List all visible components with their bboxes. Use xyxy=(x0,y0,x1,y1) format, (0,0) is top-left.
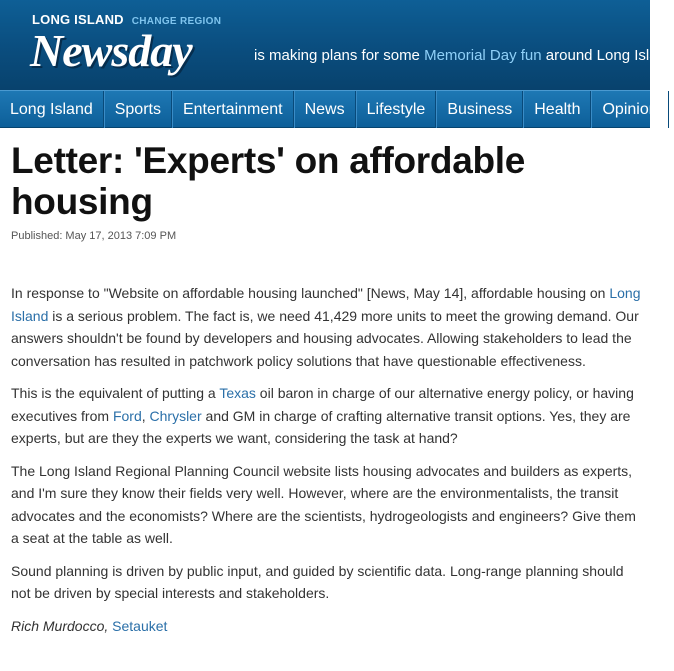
change-region-link[interactable]: CHANGE REGION xyxy=(131,16,222,27)
nav-item-lifestyle[interactable]: Lifestyle xyxy=(356,91,437,128)
nav-item-news[interactable]: News xyxy=(294,91,356,128)
signature-separator: , xyxy=(104,617,113,634)
nav-item-long-island[interactable]: Long Island xyxy=(0,91,104,128)
newsday-logo[interactable]: Newsday xyxy=(30,25,192,76)
paragraph-2 xyxy=(11,382,641,450)
long-island-link[interactable]: Long Island xyxy=(11,285,641,324)
region-name: LONG ISLAND xyxy=(32,12,124,27)
nav-item-health[interactable]: Health xyxy=(523,91,591,128)
setauket-link[interactable]: Setauket xyxy=(112,617,168,634)
promo-banner xyxy=(254,47,674,65)
signature xyxy=(11,615,641,638)
promo-text: is making plans for some xyxy=(254,47,420,64)
p2-text-c: , xyxy=(141,407,150,424)
texas-link[interactable]: Texas xyxy=(219,385,256,401)
promo-tail: around Long Island xyxy=(545,47,674,64)
nav-item-business[interactable]: Business xyxy=(436,91,523,128)
nav-item-entertainment[interactable]: Entertainment xyxy=(172,91,294,128)
nav-item-opinion[interactable]: Opinion xyxy=(591,91,668,128)
ford-link[interactable]: Ford xyxy=(112,407,142,424)
paragraph-3: The Long Island Regional Planning Council website lists housing advocates and builders as experts, and I'm sure they know their fields very well. However, where are the environmentalists, the transit advocates and the economists? Where are the scientists, hydrogeologists and engineers? Give them a seat at the table as well. xyxy=(11,462,636,546)
chrysler-link[interactable]: Chrysler xyxy=(149,407,202,424)
promo-link[interactable]: Memorial Day fun xyxy=(424,47,542,64)
masthead xyxy=(0,0,674,90)
p1-text-a: In response to "Website on affordable housing launched" [News, May 14], affordable housing on xyxy=(11,285,610,301)
article-body xyxy=(11,282,641,647)
nav-item-sports[interactable]: Sports xyxy=(104,91,172,128)
published-date: Published: May 17, 2013 7:09 PM xyxy=(11,230,177,242)
p2-text-a: This is the equivalent of putting a xyxy=(11,385,220,401)
p1-text-b: is a serious problem. The fact is, we need 41,429 more units to meet the growing demand. Our answers shouldn't be found by developers and housing advocates. Allowing stakeholders to lead the conversation has resulted in patchwork policy solutions that have questionable effectiveness. xyxy=(11,307,639,369)
paragraph-1 xyxy=(11,282,641,372)
paragraph-4: Sound planning is driven by public input, and guided by scientific data. Long-range planning should not be driven by special interests and stakeholders. xyxy=(11,562,624,601)
main-nav xyxy=(0,90,658,128)
signature-name: Rich Murdocco xyxy=(11,617,105,634)
p2-text-b: oil baron in charge of our alternative energy policy, or having executives from xyxy=(11,385,634,424)
article-title: Letter: 'Experts' on affordable housing xyxy=(11,140,526,222)
p2-text-d: and GM in charge of crafting alternative transit options. Yes, they are experts, but are they the experts we want, considering the task at hand? xyxy=(11,407,631,446)
